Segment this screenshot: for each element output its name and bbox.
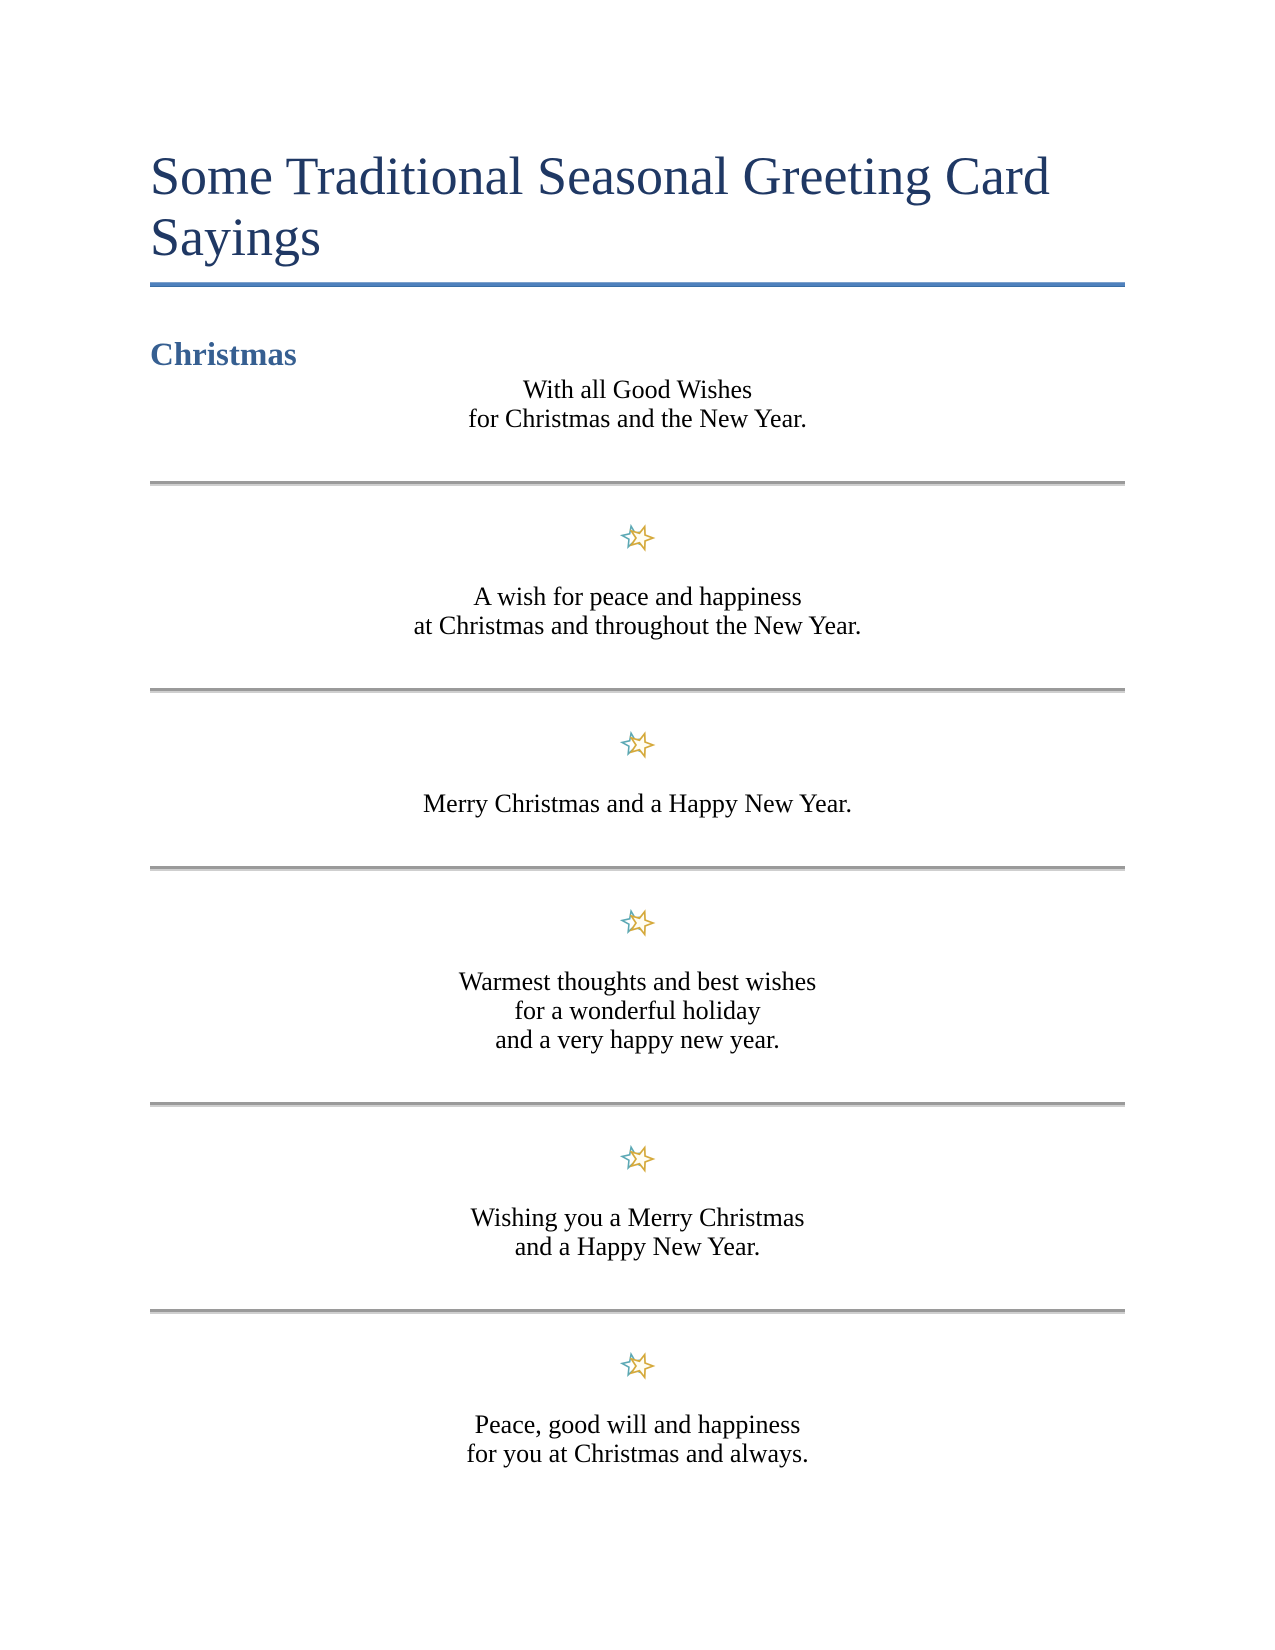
- saying-line: at Christmas and throughout the New Year.: [413, 611, 862, 640]
- horizontal-rule: [150, 688, 1125, 693]
- saying-section: [150, 907, 1125, 1054]
- saying-section: [150, 1350, 1125, 1468]
- double-star-icon: [618, 1143, 658, 1173]
- saying-line: and a Happy New Year.: [514, 1232, 761, 1261]
- saying-text: [150, 967, 1125, 1054]
- saying-text: [150, 375, 1125, 433]
- horizontal-rule: [150, 1102, 1125, 1107]
- saying-section: [150, 522, 1125, 640]
- saying-line: Wishing you a Merry Christmas: [470, 1203, 805, 1232]
- saying-text: [150, 1410, 1125, 1468]
- saying-line: A wish for peace and happiness: [473, 582, 802, 611]
- saying-text: [150, 789, 1125, 818]
- document-title: Some Traditional Seasonal Greeting Card Sayings: [150, 146, 1050, 267]
- horizontal-rule: [150, 866, 1125, 871]
- title-underline-rule: [150, 282, 1125, 287]
- saying-line: for Christmas and the New Year.: [468, 404, 807, 433]
- section-heading-christmas: Christmas: [150, 337, 297, 373]
- saying-line: With all Good Wishes: [522, 375, 753, 404]
- saying-text: [150, 1203, 1125, 1261]
- double-star-icon: [618, 729, 658, 759]
- saying-line: for you at Christmas and always.: [466, 1439, 809, 1468]
- saying-line: and a very happy new year.: [495, 1025, 780, 1054]
- saying-section: [150, 729, 1125, 818]
- double-star-icon: [618, 1350, 658, 1380]
- saying-text: [150, 582, 1125, 640]
- horizontal-rule: [150, 1309, 1125, 1314]
- saying-section: [150, 1143, 1125, 1261]
- saying-line: Warmest thoughts and best wishes: [458, 967, 817, 996]
- saying-line: Peace, good will and happiness: [474, 1410, 801, 1439]
- horizontal-rule: [150, 481, 1125, 486]
- saying-line: Merry Christmas and a Happy New Year.: [423, 789, 852, 818]
- saying-line: for a wonderful holiday: [514, 996, 761, 1025]
- double-star-icon: [618, 907, 658, 937]
- double-star-icon: [618, 522, 658, 552]
